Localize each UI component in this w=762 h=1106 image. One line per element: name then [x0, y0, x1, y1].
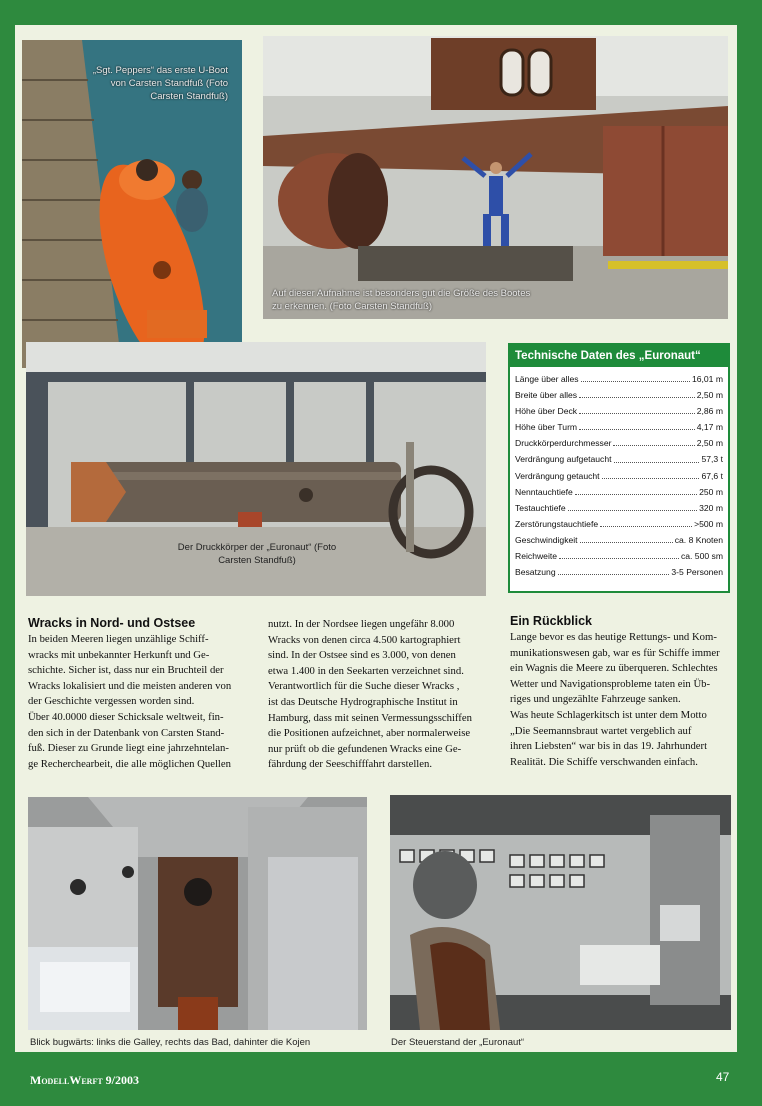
- tech-data-row: [515, 387, 723, 403]
- text-line: In beiden Meeren liegen unzählige Schiff-: [28, 633, 209, 645]
- tech-data-row: [515, 532, 723, 548]
- tech-data-label: Besatzung: [515, 567, 556, 578]
- tech-data-label: Verdrängung aufgetaucht: [515, 454, 612, 465]
- article-column-2: [268, 617, 498, 773]
- heading-wracks: Wracks in Nord- und Ostsee: [28, 616, 196, 630]
- tech-data-value: 320 m: [699, 502, 723, 513]
- tech-data-value: 2,86 m: [696, 406, 723, 417]
- text-line: nur prüft ob die gefundenen Wracks eine Ge-: [268, 742, 462, 755]
- text-line: Wracks lokalisiert und die meisten anderen von: [28, 679, 232, 692]
- photo-boat-size: [263, 36, 728, 319]
- tech-data-label: Geschwindigkeit: [515, 534, 578, 545]
- tech-data-value: 3-5 Personen: [671, 567, 723, 578]
- text-line: wracks mit unbekannter Herkunft und Ge-: [28, 648, 210, 661]
- text-line: Wracks von denen circa 4.500 kartographiert: [268, 633, 461, 646]
- text-line: Hamburg, dass mit seinen Vermessungsschiffen: [268, 711, 472, 724]
- dotted-leader: [579, 403, 695, 414]
- tech-data-box: [508, 343, 730, 593]
- dotted-leader: [558, 564, 670, 575]
- caption-control-station: Der Steuerstand der „Euronaut“: [391, 1037, 525, 1048]
- magazine-issue: 9/2003: [105, 1073, 140, 1087]
- text-line: „Die Seemannsbraut wartet vergeblich auf: [510, 724, 692, 737]
- text-line: Wetter und Navigationsprobleme taten ein Üb-: [510, 677, 711, 690]
- footer-brand-issue: [30, 1073, 139, 1088]
- text-line: Verantwortlich für die Suche dieser Wracks ,: [268, 680, 460, 693]
- text-line: ein Wagnis die Meere zu überqueren. Schlechtes: [510, 662, 718, 675]
- text-line: etwa 1.400 in den Seekarten verzeichnet sind.: [268, 664, 464, 677]
- dotted-leader: [613, 435, 694, 446]
- caption-sgt-peppers: „Sgt. Peppers“ das erste U-Boot von Carsten Standfuß (Foto Carsten Standfuß): [92, 65, 228, 102]
- tech-data-row: [515, 468, 723, 484]
- tech-data-label: Druckkörperdurchmesser: [515, 438, 612, 449]
- tech-data-value: ca. 500 sm: [680, 551, 723, 562]
- tech-data-label: Testauchtiefe: [515, 502, 566, 513]
- tech-data-row: [515, 451, 723, 467]
- tech-data-row: [515, 403, 723, 419]
- text-line: schichte. Sicher ist, dass nur ein Bruchteil der: [28, 664, 224, 677]
- column-3-text: [510, 630, 735, 770]
- text-line: fuß. Dieser zu Grunde liegt eine jahrzehntelan-: [28, 742, 229, 755]
- text-line: Realität. Die Schiffe verschwanden einfach.: [510, 755, 698, 768]
- dotted-leader: [580, 532, 673, 543]
- text-line: fährdung der Seeschifffahrt darstellen.: [268, 758, 433, 771]
- text-line: munikationswesen gab, war es für Schiffe immer: [510, 646, 720, 659]
- tech-data-label: Reichweite: [515, 551, 558, 562]
- tech-data-value: 16,01 m: [691, 374, 723, 384]
- tech-data-value: 2,50 m: [696, 390, 723, 401]
- photo-control-station: [390, 795, 731, 1030]
- tech-data-row: [515, 548, 723, 564]
- tech-data-label: Höhe über Deck: [515, 406, 578, 417]
- heading-rueckblick: Ein Rückblick: [510, 614, 592, 628]
- tech-data-value: ca. 8 Knoten: [674, 534, 723, 545]
- magazine-brand: ModellWerft: [30, 1073, 103, 1087]
- column-1-text: [28, 632, 253, 772]
- tech-data-list: [510, 367, 728, 580]
- dotted-leader: [600, 516, 692, 527]
- tech-data-row: [515, 435, 723, 451]
- dotted-leader: [602, 468, 700, 479]
- dotted-leader: [579, 419, 695, 430]
- dotted-leader: [579, 387, 695, 398]
- text-line: riges und ungezählte Fahrzeuge sanken.: [510, 693, 681, 706]
- tech-data-label: Höhe über Turm: [515, 422, 578, 433]
- text-line: ge Recherchearbeit, die alle möglichen Quellen: [28, 757, 231, 770]
- article-column-3: [510, 613, 735, 770]
- photo-bow-view: [28, 797, 367, 1030]
- tech-data-row: [515, 419, 723, 435]
- tech-data-title: Technische Daten des „Euronaut“: [510, 345, 728, 367]
- text-line: den sich in der Datenbank von Carsten Stand-: [28, 726, 225, 739]
- tech-data-label: Verdrängung getaucht: [515, 470, 600, 481]
- tech-data-row: [515, 516, 723, 532]
- tech-data-value: 57,3 t: [701, 454, 723, 465]
- text-line: ihren Liebsten“ war bis in das 19. Jahrhundert: [510, 740, 708, 753]
- tech-data-value: >500 m: [694, 518, 723, 529]
- caption-bow-view: Blick bugwärts: links die Galley, rechts das Bad, dahinter die Kojen: [30, 1037, 311, 1048]
- tech-data-label: Nenntauchtiefe: [515, 486, 573, 497]
- text-line: Was heute Schlagerkitsch ist unter dem Motto: [510, 708, 707, 721]
- text-line: ist das Deutsche Hydrographische Institut in: [268, 695, 458, 708]
- tech-data-value: 4,17 m: [696, 422, 723, 433]
- dotted-leader: [559, 548, 679, 559]
- tech-data-row: [515, 371, 723, 387]
- tech-data-row: [515, 484, 723, 500]
- tech-data-label: Breite über alles: [515, 390, 578, 401]
- column-2-text: [268, 617, 498, 773]
- text-line: sind. In der Ostsee sind es 3.000, von denen: [268, 649, 456, 662]
- text-line: die Positionen aufzeichnet, aber normalerweise: [268, 727, 471, 740]
- text-line: nutzt. In der Nordsee liegen ungefähr 8.000: [268, 618, 455, 630]
- tech-data-value: 67,6 t: [701, 470, 723, 481]
- dotted-leader: [568, 500, 697, 511]
- caption-boat-size: Auf dieser Aufnahme ist besonders gut die Größe des Bootes zu erkennen. (Foto Carsten Standfuß): [272, 288, 531, 312]
- dotted-leader: [575, 484, 697, 495]
- caption-pressure-hull: Der Druckkörper der „Euronaut“ (Foto Carsten Standfuß): [177, 542, 337, 566]
- article-column-1: [28, 615, 253, 772]
- text-line: Lange bevor es das heutige Rettungs- und Kom-: [510, 631, 717, 643]
- text-line: Über 40.0000 dieser Schicksale weltweit, fin-: [28, 710, 224, 723]
- tech-data-label: Zerstörungstauchtiefe: [515, 518, 599, 529]
- tech-data-row: [515, 564, 723, 580]
- dotted-leader: [581, 371, 690, 382]
- tech-data-value: 250 m: [699, 486, 723, 497]
- tech-data-row: [515, 500, 723, 516]
- dotted-leader: [614, 451, 700, 462]
- page-number: 47: [716, 1070, 730, 1084]
- tech-data-value: 2,50 m: [696, 438, 723, 449]
- text-line: der Geschichte vergessen worden sind.: [28, 695, 195, 708]
- tech-data-label: Länge über alles: [515, 374, 579, 384]
